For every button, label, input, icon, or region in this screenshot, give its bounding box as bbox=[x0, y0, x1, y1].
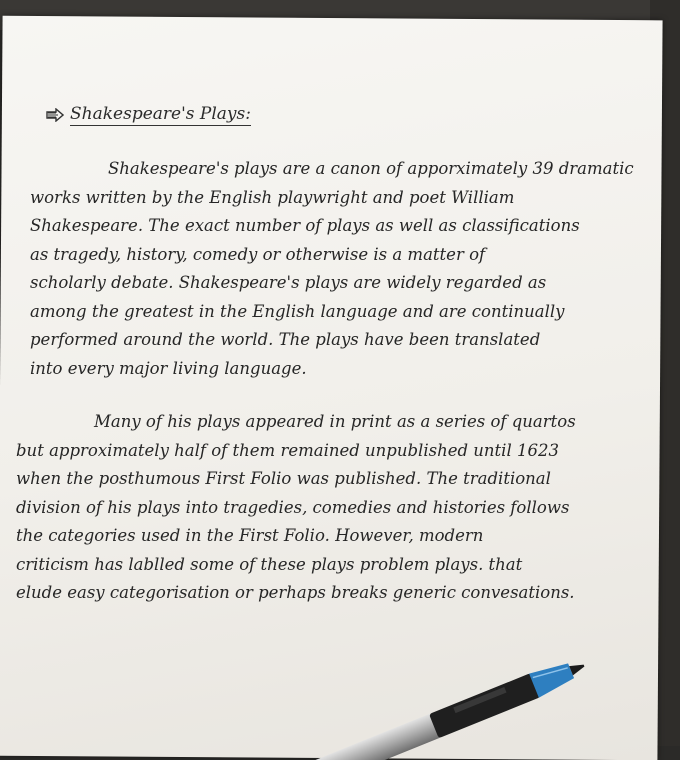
paragraph-line: as tragedy, history, comedy or otherwise is a matter of bbox=[30, 244, 486, 264]
paragraph-line: Shakespeare's plays are a canon of apporximately 39 dramatic bbox=[108, 159, 634, 178]
paragraph-line: the categories used in the First Folio. However, modern bbox=[16, 526, 484, 545]
paragraph-line: scholarly debate. Shakespeare's plays are widely regarded as bbox=[30, 273, 547, 292]
paragraph-line: elude easy categorisation or perhaps breaks generic convesations. bbox=[16, 583, 575, 602]
paragraph-line: when the posthumous First Folio was published. The traditional bbox=[16, 469, 551, 488]
paragraph-line: performed around the world. The plays have been translated bbox=[30, 330, 541, 349]
paragraph-1 bbox=[30, 155, 680, 383]
paragraph-line: among the greatest in the English language and are continually bbox=[30, 301, 565, 321]
paragraph-2 bbox=[16, 408, 666, 608]
paragraph-line: works written by the English playwright and poet William bbox=[30, 187, 515, 207]
paragraph-line: Many of his plays appeared in print as a series of quartos bbox=[94, 412, 576, 431]
paragraph-line: but approximately half of them remained unpublished until 1623 bbox=[16, 440, 559, 460]
paragraph-line: division of his plays into tragedies, comedies and histories follows bbox=[16, 497, 570, 517]
paragraph-line: Shakespeare. The exact number of plays as well as classifications bbox=[30, 216, 580, 235]
arrow-right-icon bbox=[46, 108, 64, 122]
pen-icon bbox=[270, 620, 590, 760]
paragraph-line: into every major living language. bbox=[30, 358, 307, 378]
paragraph-line: criticism has lablled some of these plays problem plays. that bbox=[16, 554, 523, 574]
page-heading bbox=[46, 104, 251, 126]
heading-text: Shakespeare's Plays: bbox=[70, 104, 251, 124]
